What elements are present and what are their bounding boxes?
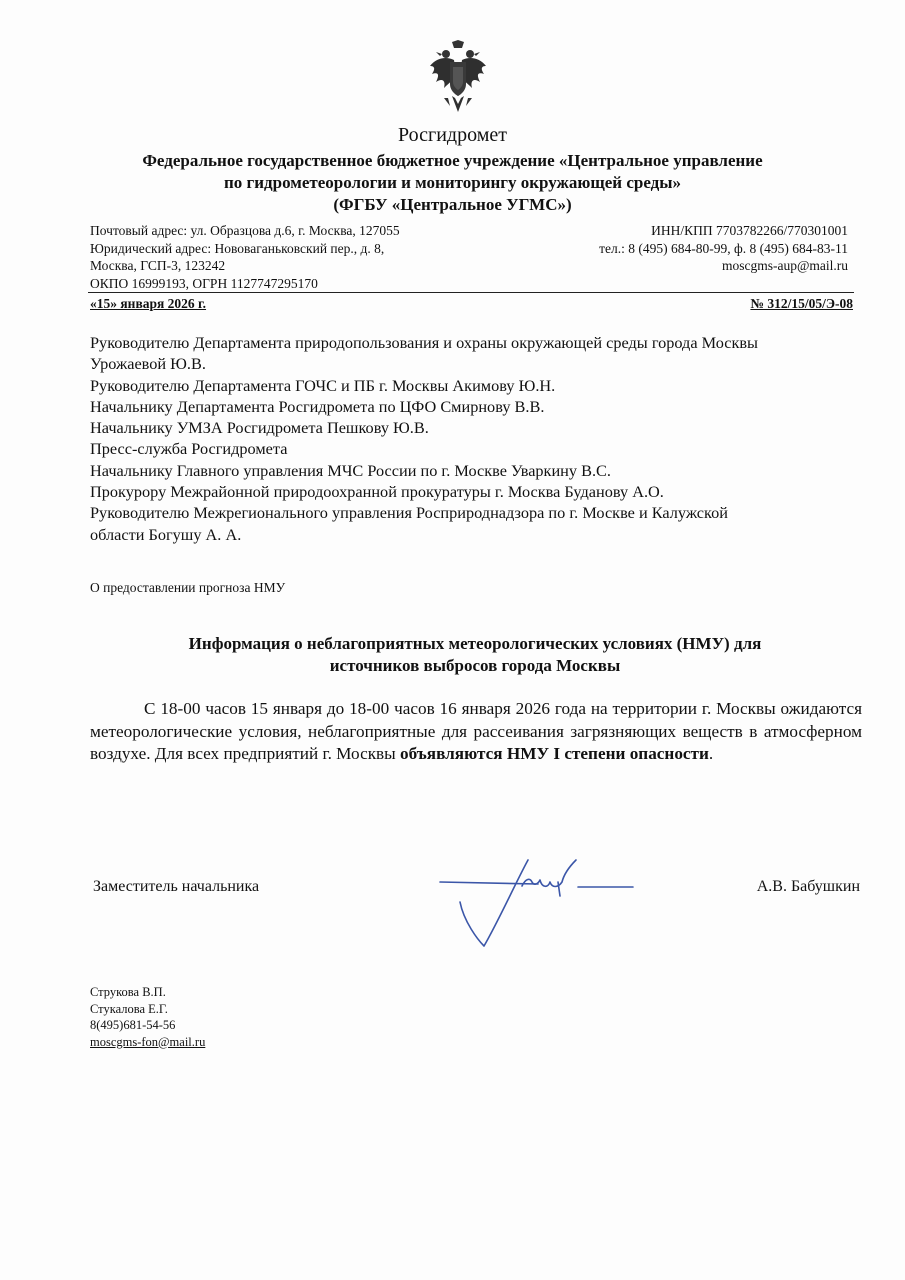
recipients-list [90, 332, 860, 545]
org-full-line: Федеральное государственное бюджетное учреждение «Центральное управление [142, 151, 763, 170]
document-number: № 312/15/05/Э-08 [750, 296, 853, 311]
main-paragraph [90, 698, 862, 766]
legal-address: Москва, ГСП-3, 123242 [90, 258, 226, 273]
recipient-line: Урожаевой Ю.В. [90, 354, 206, 374]
address-block [90, 222, 400, 292]
executor-name: Струкова В.П. [90, 985, 166, 999]
phone-fax: тел.: 8 (495) 684-80-99, ф. 8 (495) 684-83-11 [599, 240, 848, 256]
requisites-block [599, 222, 848, 275]
executor-name: Стукалова Е.Г. [90, 1001, 168, 1016]
org-email: moscgms-aup@mail.ru [721, 258, 848, 273]
double-headed-eagle-emblem-icon [428, 40, 488, 118]
executor-email-link[interactable]: moscgms-fon@mail.ru [90, 1034, 206, 1049]
document-date: «15» января 2026 г. [90, 296, 207, 311]
executor-phone: 8(495)681-54-56 [90, 1018, 176, 1032]
recipient-line: Прокурору Межрайонной природоохранной прокуратуры г. Москва Буданову А.О. [90, 482, 664, 502]
recipient-line: Начальнику УМЗА Росгидромета Пешкову Ю.В. [90, 418, 429, 438]
recipient-line: Начальнику Департамента Росгидромета по ЦФО Смирнову В.В. [90, 396, 545, 416]
okpo-ogrn: ОКПО 16999193, ОГРН 1127747295170 [90, 275, 318, 291]
header-divider [88, 292, 854, 293]
executor-contacts [90, 984, 205, 1050]
paragraph-text: С 18-00 часов 15 января до 18-00 часов 16 января 2026 года на территории г. Москвы ожидаются метеорологические условия, неблагоприятные для рассеивания загрязняющих веществ в атмосферном воздухе. Для всех предприятий г. Москвы [90, 699, 862, 763]
signer-name: А.В. Бабушкин [756, 878, 860, 895]
org-short-name: Росгидромет [398, 124, 507, 146]
recipient-line: области Богушу А. А. [90, 524, 242, 544]
recipient-line: Пресс-служба Росгидромета [90, 439, 288, 459]
signer-title: Заместитель начальника [93, 878, 260, 895]
org-full-name [60, 150, 845, 216]
org-full-line: (ФГБУ «Центральное УГМС») [333, 195, 572, 214]
handwritten-signature-icon [438, 852, 638, 952]
recipient-line: Начальнику Главного управления МЧС России по г. Москве Уваркину В.С. [90, 460, 611, 480]
letter-subject: О предоставлении прогноза НМУ [90, 580, 286, 595]
paragraph-end: . [708, 744, 714, 763]
inn-kpp: ИНН/КПП 7703782266/770301001 [651, 223, 848, 238]
info-title [90, 633, 860, 677]
org-full-line: по гидрометеорологии и мониторингу окружающей среды» [223, 173, 682, 192]
info-title-line: Информация о неблагоприятных метеорологических условиях (НМУ) для [188, 634, 762, 653]
warning-level-text: объявляются НМУ I степени опасности [400, 744, 709, 763]
recipient-line: Руководителю Департамента ГОЧС и ПБ г. Москвы Акимову Ю.Н. [90, 375, 556, 395]
info-title-line: источников выбросов города Москвы [329, 656, 621, 675]
recipient-line: Руководителю Департамента природопользования и охраны окружающей среды города Москвы [90, 333, 758, 352]
recipient-line: Руководителю Межрегионального управления Росприроднадзора по г. Москве и Калужской [90, 503, 728, 523]
postal-address: Почтовый адрес: ул. Образцова д.6, г. Москва, 127055 [90, 223, 400, 238]
legal-address: Юридический адрес: Нововаганьковский пер., д. 8, [90, 240, 385, 256]
